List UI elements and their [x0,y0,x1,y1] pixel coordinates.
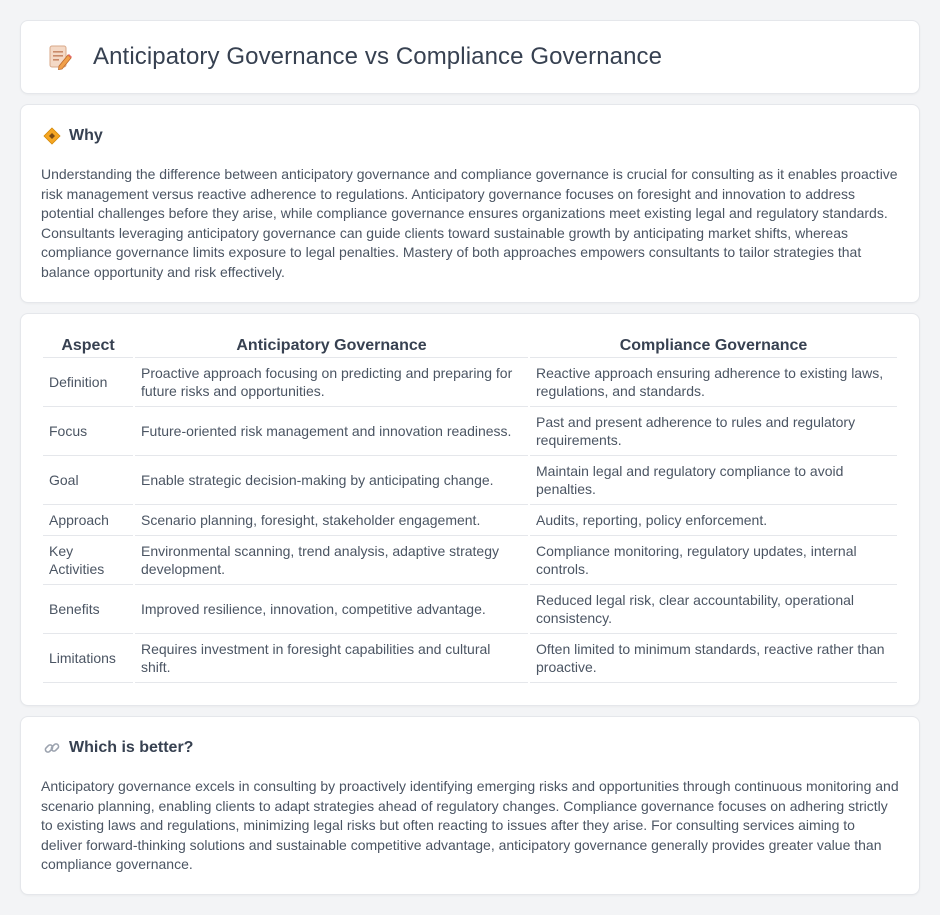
comparison-table [41,335,899,683]
table-row [43,536,897,585]
header-compliance: Compliance Governance [530,335,897,358]
row-anticipatory: Scenario planning, foresight, stakeholder engagement. [135,505,528,536]
table-header-row [43,335,897,358]
which-better-section [20,716,920,895]
table-row [43,505,897,536]
comparison-card [20,313,920,706]
link-icon [43,739,61,757]
why-title: Why [69,127,103,144]
header-aspect: Aspect [43,335,133,358]
better-title: Which is better? [69,739,194,756]
page-title: Anticipatory Governance vs Compliance Governance [93,43,663,70]
row-compliance: Past and present adherence to rules and regulatory requirements. [530,407,897,456]
document-edit-icon [45,43,73,71]
row-compliance: Often limited to minimum standards, reactive rather than proactive. [530,634,897,683]
row-compliance: Reduced legal risk, clear accountability, operational consistency. [530,585,897,634]
row-anticipatory: Future-oriented risk management and innovation readiness. [135,407,528,456]
better-text: Anticipatory governance excels in consulting by proactively identifying emerging risks and opportunities through continuous monitoring and scenario planning, enabling clients to adapt strategies ahead of regulatory changes. Compliance governance focuses on adhering strictly to existing laws and regulations, minimizing legal risks but often reacting to issues after they arise. For consulting services aiming to deliver forward-thinking solutions and sustainable competitive advantage, anticipatory governance generally provides greater value than compliance governance. [41,778,899,872]
row-anticipatory: Enable strategic decision-making by anticipating change. [135,456,528,505]
title-row [45,43,662,71]
table-row [43,456,897,505]
diamond-icon [43,127,61,145]
row-aspect: Approach [43,505,133,536]
why-header [43,127,103,145]
header-card [20,20,920,94]
table-row [43,585,897,634]
row-aspect: Definition [43,358,133,407]
table-row [43,358,897,407]
row-anticipatory: Environmental scanning, trend analysis, adaptive strategy development. [135,536,528,585]
row-anticipatory: Proactive approach focusing on predicting and preparing for future risks and opportunities. [135,358,528,407]
row-compliance: Compliance monitoring, regulatory updates, internal controls. [530,536,897,585]
row-anticipatory: Requires investment in foresight capabilities and cultural shift. [135,634,528,683]
row-compliance: Audits, reporting, policy enforcement. [530,505,897,536]
row-aspect: Limitations [43,634,133,683]
row-aspect: Benefits [43,585,133,634]
better-header [43,739,193,757]
table-row [43,634,897,683]
why-text: Understanding the difference between anticipatory governance and compliance governance is crucial for consulting as it enables proactive risk management versus reactive adherence to regulations. Anticipatory governance focuses on foresight and innovation to address potential challenges before they arise, while compliance governance ensures organizations meet existing legal and regulatory standards. Consultants leveraging anticipatory governance can guide clients toward sustainable growth by anticipating market shifts, whereas compliance governance limits exposure to legal penalties. Mastery of both approaches empowers consultants to tailor strategies that balance opportunity and risk effectively. [41,166,898,280]
table-row [43,407,897,456]
row-compliance: Reactive approach ensuring adherence to existing laws, regulations, and standards. [530,358,897,407]
row-aspect: Focus [43,407,133,456]
header-anticipatory: Anticipatory Governance [135,335,528,358]
row-anticipatory: Improved resilience, innovation, competitive advantage. [135,585,528,634]
row-aspect: Goal [43,456,133,505]
row-aspect: Key Activities [43,536,133,585]
why-section [20,104,920,303]
row-compliance: Maintain legal and regulatory compliance to avoid penalties. [530,456,897,505]
